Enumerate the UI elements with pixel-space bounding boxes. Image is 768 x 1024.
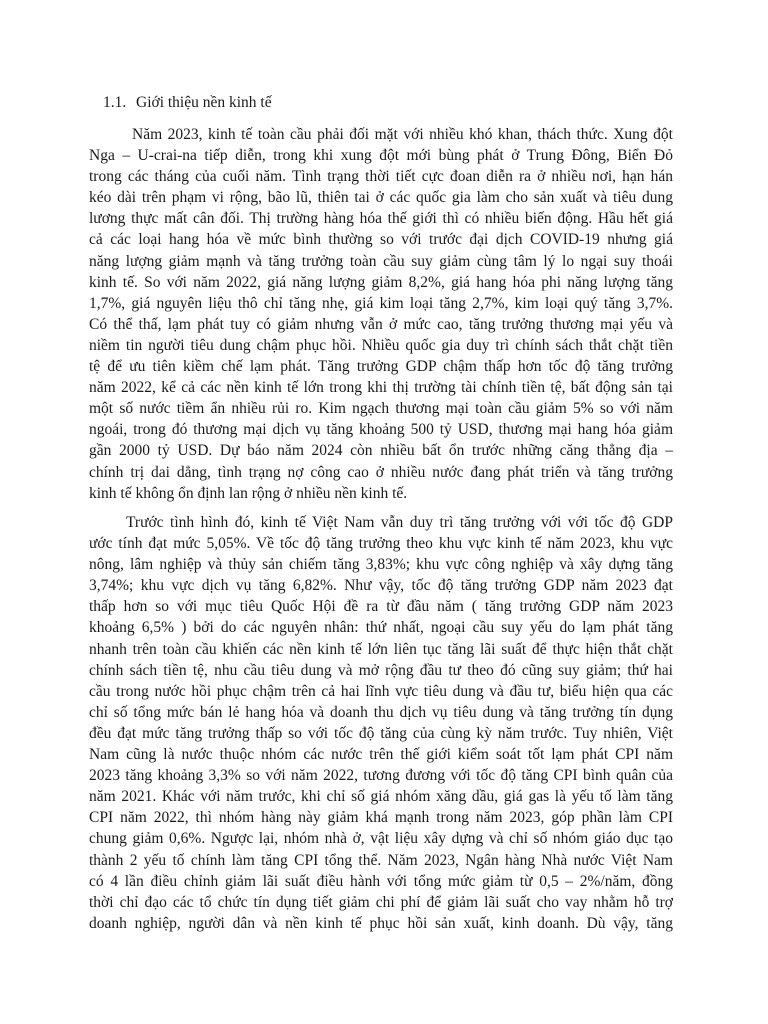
text-line: chung giảm 0,6%. Ngược lại, nhóm nhà ở, vật liệu xây dựng và chỉ số nhóm giáo dục tạo: [89, 830, 673, 848]
text-line: nhanh trên toàn cầu khiến các nền kinh tế lớn liên tục tăng lãi suất để thực hiện thắt chặt: [89, 640, 673, 658]
text-line: Nam cũng là nước thuộc nhóm các nước trên thế giới kiểm soát tốt lạm phát CPI năm: [89, 746, 673, 764]
text-line: khoảng 6,5% ) bởi do các nguyên nhân: thứ nhất, ngoại cầu suy yếu do lạm phát tăng: [89, 619, 673, 637]
text-line: cầu trong nước hồi phục chậm trên cả hai lĩnh vực tiêu dung và đầu tư, biểu hiện qua các: [89, 682, 673, 700]
text-line: tệ để ưu tiên kiềm chế lạm phát. Tăng trưởng GDP chậm thấp hơn tốc độ tăng trưởng: [89, 358, 673, 376]
text-line: đều đạt mức tăng trưởng thấp so với tốc độ tăng của cùng kỳ năm trước. Tuy nhiên, Việt: [89, 724, 673, 742]
section-title: Giới thiệu nền kinh tế: [136, 94, 272, 111]
text-line: 2023 tăng khoảng 3,3% so với năm 2022, tương đương với tốc độ tăng CPI bình quân của: [89, 767, 673, 785]
text-line: chỉ số tổng mức bán lẻ hang hóa và doanh thu dịch vụ tiêu dung và tăng trưởng tín dụng: [89, 703, 673, 721]
text-line: kinh tế không ổn định lan rộng ở nhiều nền kinh tế.: [89, 484, 408, 502]
text-line: niềm tin người tiêu dung chậm phục hồi. Nhiều quốc gia duy trì chính sách thắt chặt tiền: [89, 336, 673, 354]
text-line: thành 2 yếu tố chính làm tăng CPI tổng thể. Năm 2023, Ngân hàng Nhà nước Việt Nam: [89, 851, 673, 869]
text-line: Có thể thấ, lạm phát tuy có giảm nhưng vẫn ở mức cao, tăng trưởng thương mại yếu và: [89, 315, 673, 333]
section-number: 1.1.: [103, 94, 127, 111]
text-line: 1,7%, giá nguyên liệu thô chỉ tăng nhẹ, giá kim loại tăng 2,7%, kim loại quý tăng 3,7%.: [89, 294, 673, 312]
text-line: năm 2021. Khác với năm trước, khi chỉ số giá nhóm xăng dầu, giá gas là yếu tố làm tăng: [89, 788, 673, 806]
text-line: kinh tế. So với năm 2022, giá năng lượng giảm 8,2%, giá hang hóa phi năng lượng tăng: [89, 273, 673, 291]
text-line: thấp hơn so với mục tiêu Quốc Hội đề ra từ đầu năm ( tăng trưởng GDP năm 2023: [89, 598, 673, 616]
text-line: năng lượng giảm mạnh và tăng trưởng toàn cầu suy giảm cùng tâm lý lo ngại suy thoái: [89, 252, 673, 270]
section-heading: [103, 93, 272, 113]
text-line: Năm 2023, kinh tế toàn cầu phải đối mặt với nhiều khó khan, thách thức. Xung đột: [132, 126, 673, 143]
text-line: Trước tình hình đó, kinh tế Việt Nam vẫn duy trì tăng trưởng với với tốc độ GDP: [126, 514, 673, 531]
text-line: cả các loại hang hóa về mức bình thường so với trước đại dịch COVID-19 nhưng giá: [89, 231, 673, 249]
text-line: ngoái, trong đó thương mại dịch vụ tăng khoảng 500 tỷ USD, thương mại hang hóa giảm: [89, 421, 673, 439]
text-line: chính trị dai dẳng, tình trạng nợ công cao ở nhiều nước đang phát triển và tăng trưởng: [89, 463, 673, 481]
text-line: có 4 lần điều chỉnh giảm lãi suất điều hành với tổng mức giảm từ 0,5 – 2%/năm, đồng: [89, 872, 673, 890]
text-line: gần 2000 tỷ USD. Dự báo năm 2024 còn nhiều bất ổn trước những căng thẳng địa –: [89, 442, 673, 460]
text-line: kéo dài trên phạm vi rộng, bão lũ, thiên tai ở các quốc gia làm cho sản xuất và tiêu dung: [89, 189, 673, 207]
text-line: Nga – U-crai-na tiếp diễn, trong khi xung đột mới bùng phát ở Trung Đông, Biển Đỏ: [89, 147, 673, 165]
paragraph-vietnam-economy: [89, 512, 673, 934]
text-line: thời chỉ đạo các tổ chức tín dụng tiết giảm chi phí để giảm lãi suất cho vay nhằm hỗ trợ: [89, 893, 673, 911]
text-line: chính sách tiền tệ, nhu cầu tiêu dung và mở rộng đầu tư theo đó cũng suy giảm; thứ hai: [89, 661, 673, 679]
text-line: doanh nghiệp, người dân và nền kinh tế phục hồi sản xuất, kinh doanh. Dù vậy, tăng: [89, 914, 673, 932]
text-line: CPI năm 2022, thì nhóm hàng này giảm khá mạnh trong năm 2023, góp phần làm CPI: [89, 809, 673, 827]
text-line: lương thực mất cân đối. Thị trường hàng hóa thế giới thì có nhiều biến động. Hầu hết giá: [89, 210, 673, 228]
text-line: năm 2022, kể cả các nền kinh tế lớn trong khi thị trường tài chính tiền tệ, bất động sản tại: [89, 379, 673, 397]
text-line: một số nước tiềm ẩn nhiều rủi ro. Kim ngạch thương mại toàn cầu giảm 5% so với năm: [89, 400, 673, 418]
text-line: 3,74%; khu vực dịch vụ tăng 6,82%. Như vậy, tốc độ tăng trưởng GDP năm 2023 đạt: [89, 577, 673, 595]
paragraph-global-economy: [89, 124, 673, 504]
text-line: nông, lâm nghiệp và thủy sản chiếm tăng 3,83%; khu vực công nghiệp và xây dựng tăng: [89, 556, 673, 574]
text-line: ước tính đạt mức 5,05%. Về tốc độ tăng trưởng theo khu vực kinh tế năm 2023, khu vực: [89, 535, 673, 553]
text-line: trong các tháng của cuối năm. Tình trạng thời tiết cực đoan diễn ra ở nhiều nơi, hạn hán: [89, 168, 673, 186]
